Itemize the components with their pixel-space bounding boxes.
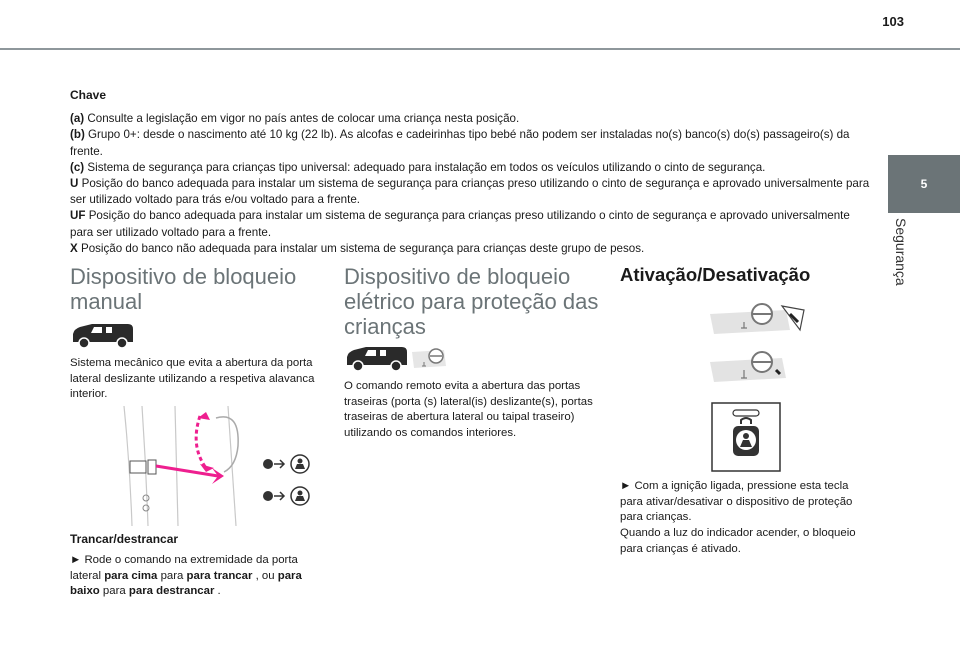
key-block xyxy=(70,87,870,257)
page-number: 103 xyxy=(882,14,904,29)
step-text: ► Rode o comando na extremidade da porta lateral xyxy=(70,554,298,582)
manual-lock-heading: Dispositivo de bloqueio manual xyxy=(70,264,297,314)
activation-note: Quando a luz do indicador acender, o bloqueio para crianças é ativado. xyxy=(620,527,856,555)
step-text: , ou xyxy=(252,569,278,582)
key-text: Posição do banco adequada para instalar um sistema de segurança para crianças preso utilizando o cinto de segurança e aprovado universalmente para ser utilizado voltado para a frente. xyxy=(70,209,850,239)
step-emphasis: para trancar xyxy=(186,569,253,582)
chapter-label-text: Segurança xyxy=(893,218,909,286)
key-code: (a) xyxy=(70,112,85,126)
manual-lock-description: Sistema mecânico que evita a abertura da porta lateral deslizante utilizando a respetiva alavanca interior. xyxy=(70,357,315,401)
step-text: . xyxy=(214,585,221,598)
dashboard-icon xyxy=(410,344,450,372)
activation-heading: Ativação/Desativação xyxy=(620,264,811,285)
lock-unlock-subheading: Trancar/destrancar xyxy=(70,532,179,546)
key-text: Posição do banco não adequada para instalar um sistema de segurança para crianças deste grupo de pesos. xyxy=(77,241,645,255)
van-icon xyxy=(70,322,136,350)
lock-unlock-step xyxy=(70,553,320,600)
electric-lock-description: O comando remoto evita a abertura das portas traseiras (porta (s) lateral(is) deslizante(s), portas traseiras de abertura lateral ou taipal traseiro) utilizando os comandos interiores. xyxy=(344,380,593,439)
key-line xyxy=(70,176,870,208)
dashboard-door-icon xyxy=(710,300,806,340)
key-text: Grupo 0+: desde o nascimento até 10 kg (22 lb). As alcofas e cadeirinhas tipo bebé não podem ser instaladas no(s) banco(s) do(s) passageiro(s) da frente. xyxy=(70,128,850,158)
door-lock-illustration xyxy=(120,406,310,526)
step-text: para xyxy=(99,585,129,598)
key-code: (c) xyxy=(70,160,85,174)
chapter-label xyxy=(891,218,911,308)
key-line xyxy=(70,160,870,176)
step-text: para xyxy=(157,569,187,582)
step-emphasis: para baixo xyxy=(70,569,302,598)
key-text: Consulte a legislação em vigor no país antes de colocar uma criança nesta posição. xyxy=(84,112,520,126)
key-text: Sistema de segurança para crianças tipo universal: adequado para instalação em todos os veículos utilizando o cinto de segurança. xyxy=(84,160,766,174)
electric-lock-heading: Dispositivo de bloqueio elétrico para proteção das crianças xyxy=(344,264,599,339)
child-lock-button-icon xyxy=(711,402,781,472)
chapter-tab[interactable] xyxy=(888,155,960,213)
chapter-tab-number: 5 xyxy=(920,177,928,191)
activation-step: ► Com a ignição ligada, pressione esta tecla para ativar/desativar o dispositivo de proteção para crianças. xyxy=(620,480,853,524)
dashboard-icon xyxy=(710,348,806,388)
key-line xyxy=(70,208,870,240)
key-code: X xyxy=(70,241,78,255)
key-code: UF xyxy=(70,209,86,223)
step-emphasis: para cima xyxy=(104,569,158,582)
key-line xyxy=(70,111,870,127)
key-code: U xyxy=(70,177,79,191)
key-text: Posição do banco adequada para instalar um sistema de segurança para crianças preso utilizando o cinto de segurança e aprovado universalmente para ser utilizado voltado para trás e/ou voltado para a frente. xyxy=(70,177,870,207)
key-line xyxy=(70,241,870,257)
key-title: Chave xyxy=(70,88,107,102)
header-rule xyxy=(0,48,960,50)
van-icon xyxy=(344,345,410,373)
key-code: (b) xyxy=(70,128,85,142)
step-emphasis: para destrancar xyxy=(128,585,215,598)
key-line xyxy=(70,127,870,159)
